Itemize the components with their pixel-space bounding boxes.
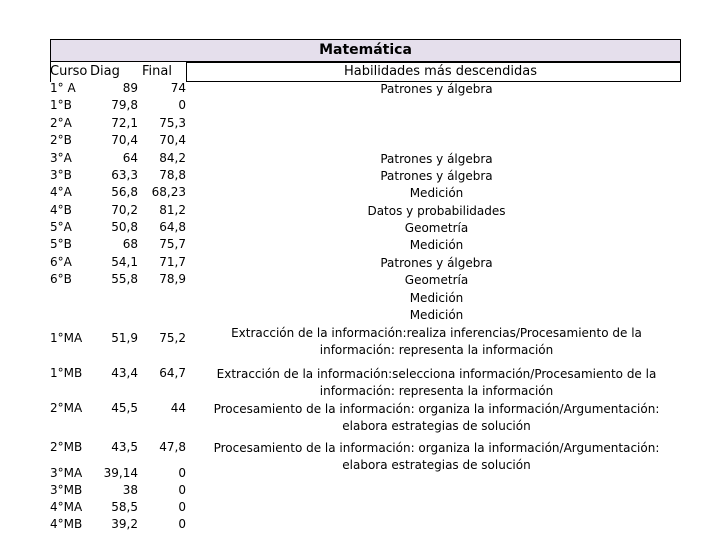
final-cell: 44 (170, 401, 186, 415)
curso-cell: 5°B (50, 237, 72, 251)
skill-cell: Patrones y álgebra (380, 256, 493, 270)
col-header-habilidades: Habilidades más descendidas (343, 64, 537, 79)
skill-cell: Procesamiento de la información: organiza la información/Argumentación: elabora estrategias de solución (213, 402, 660, 434)
skill-cell: Patrones y álgebra (380, 82, 493, 96)
curso-cell: 5°A (50, 220, 72, 234)
diag-cell: 58,5 (111, 500, 138, 514)
col-header-curso: Curso (50, 64, 88, 79)
final-cell: 0 (178, 517, 186, 531)
final-cell: 84,2 (159, 151, 186, 165)
diag-cell: 39,14 (103, 466, 138, 480)
final-cell: 68,23 (151, 185, 186, 199)
diag-cell: 43,4 (111, 366, 138, 380)
skill-cell: Medición (409, 186, 464, 200)
skill-cell: Datos y probabilidades (367, 204, 506, 218)
curso-cell: 3°MA (50, 466, 83, 480)
skill-cell: Medición (409, 308, 464, 322)
diag-cell: 72,1 (111, 116, 138, 130)
curso-cell: 2°MB (50, 440, 83, 454)
skill-cell: Patrones y álgebra (380, 169, 493, 183)
final-cell: 0 (178, 466, 186, 480)
final-cell: 0 (178, 483, 186, 497)
diag-cell: 63,3 (111, 168, 138, 182)
diag-cell: 68 (122, 237, 138, 251)
final-cell: 75,7 (159, 237, 186, 251)
skill-cell: Medición (409, 291, 464, 305)
final-cell: 71,7 (159, 255, 186, 269)
diag-cell: 89 (122, 81, 138, 95)
diag-cell: 70,4 (111, 133, 138, 147)
final-cell: 78,9 (159, 272, 186, 286)
skill-cell: Geometría (404, 221, 469, 235)
curso-cell: 1°MB (50, 366, 83, 380)
diag-cell: 38 (122, 483, 138, 497)
diag-cell: 51,9 (111, 331, 138, 345)
curso-cell: 3°MB (50, 483, 83, 497)
diag-cell: 79,8 (111, 98, 138, 112)
curso-cell: 2°B (50, 133, 72, 147)
curso-cell: 3°B (50, 168, 72, 182)
final-cell: 75,3 (159, 116, 186, 130)
curso-cell: 6°B (50, 272, 72, 286)
skill-cell: Medición (409, 238, 464, 252)
curso-cell: 1°B (50, 98, 72, 112)
final-cell: 64,8 (159, 220, 186, 234)
results-sheet (50, 39, 681, 531)
sheet-title: Matemática (319, 42, 412, 58)
skill-cell: Procesamiento de la información: organiza la información/Argumentación: elabora estrategias de solución (213, 441, 660, 473)
diag-cell: 43,5 (111, 440, 138, 454)
final-cell: 70,4 (159, 133, 186, 147)
col-header-diag: Diag (90, 64, 120, 79)
header-divider (186, 62, 187, 82)
diag-cell: 54,1 (111, 255, 138, 269)
diag-cell: 64 (122, 151, 138, 165)
diag-cell: 45,5 (111, 401, 138, 415)
final-cell: 64,7 (159, 366, 186, 380)
col-header-final: Final (142, 64, 172, 79)
curso-cell: 4°MA (50, 500, 83, 514)
title-band (50, 39, 681, 62)
curso-cell: 1° A (50, 81, 76, 95)
diag-cell: 50,8 (111, 220, 138, 234)
curso-cell: 1°MA (50, 331, 83, 345)
final-cell: 47,8 (159, 440, 186, 454)
curso-cell: 2°A (50, 116, 72, 130)
diag-cell: 70,2 (111, 203, 138, 217)
final-cell: 78,8 (159, 168, 186, 182)
curso-cell: 2°MA (50, 401, 83, 415)
diag-cell: 55,8 (111, 272, 138, 286)
curso-cell: 4°B (50, 203, 72, 217)
final-cell: 81,2 (159, 203, 186, 217)
diag-cell: 39,2 (111, 517, 138, 531)
curso-cell: 4°A (50, 185, 72, 199)
final-cell: 75,2 (159, 331, 186, 345)
skill-cell: Extracción de la información:realiza inferencias/Procesamiento de la información: representa la información (231, 326, 642, 358)
curso-cell: 3°A (50, 151, 72, 165)
skill-cell: Patrones y álgebra (380, 152, 493, 166)
final-cell: 74 (170, 81, 186, 95)
curso-cell: 6°A (50, 255, 72, 269)
diag-cell: 56,8 (111, 185, 138, 199)
final-cell: 0 (178, 98, 186, 112)
curso-cell: 4°MB (50, 517, 83, 531)
final-cell: 0 (178, 500, 186, 514)
skill-cell: Extracción de la información:selecciona información/Procesamiento de la información: representa la información (216, 367, 657, 399)
skill-cell: Geometría (404, 273, 469, 287)
